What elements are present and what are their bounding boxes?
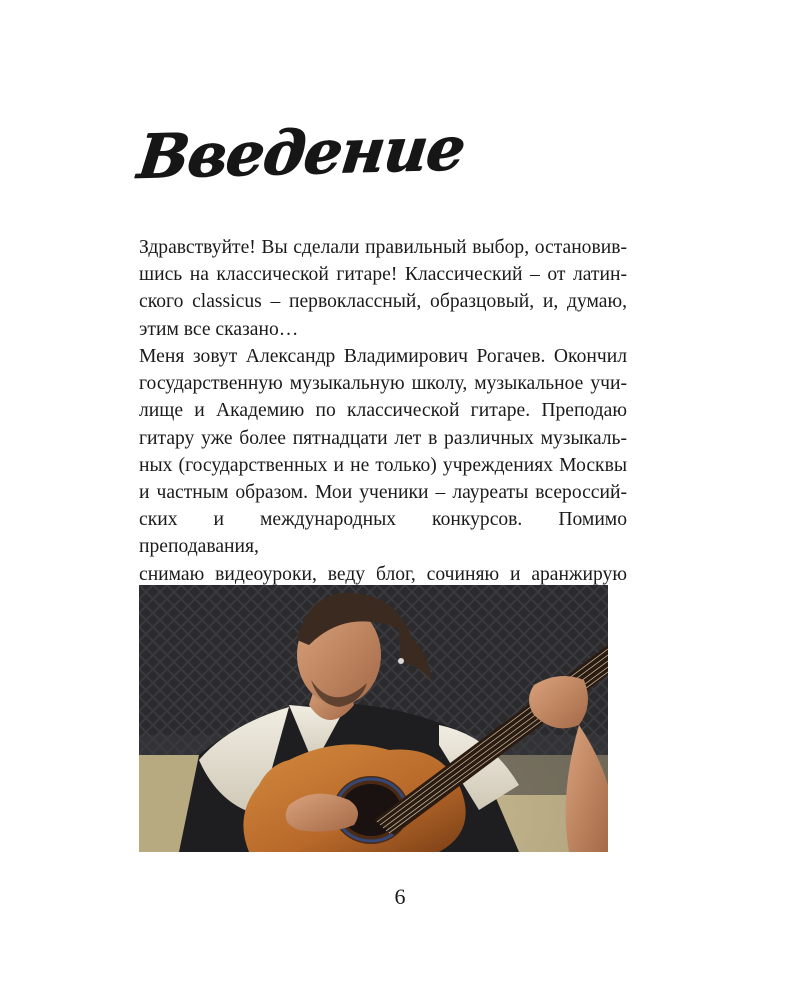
text-line: государственную музыкальную школу, музыкальное учи- (139, 373, 627, 395)
text-line: этим все сказано… (139, 318, 299, 340)
text-line: ных (государственных и не только) учреждениях Москвы (139, 454, 627, 476)
text-line: Меня зовут Александр Владимирович Рогачев. Окончил (139, 346, 627, 367)
text-line: шись на классической гитаре! Классический – от латин- (139, 264, 627, 286)
text-line: ского classicus – первоклассный, образцовый, и, думаю, (139, 291, 627, 313)
text-line: лище и Академию по классической гитаре. Преподаю (139, 400, 627, 422)
page-number: 6 (394, 884, 406, 909)
author-paragraph (139, 343, 627, 615)
text-line: и частным образом. Мои ученики – лауреаты всероссий- (139, 482, 627, 504)
intro-paragraph (139, 234, 627, 343)
page-title: Введение (134, 113, 468, 193)
guitarist-photo (139, 585, 608, 852)
text-line: ских и международных конкурсов. Помимо преподавания, (139, 509, 627, 558)
text-line: снимаю видеоуроки, веду блог, сочиняю и аранжирую (139, 563, 627, 585)
text-line: гитару уже более пятнадцати лет в различных музыкаль- (139, 427, 627, 449)
text-line: Здравствуйте! Вы сделали правильный выбор, остановив- (139, 237, 627, 258)
